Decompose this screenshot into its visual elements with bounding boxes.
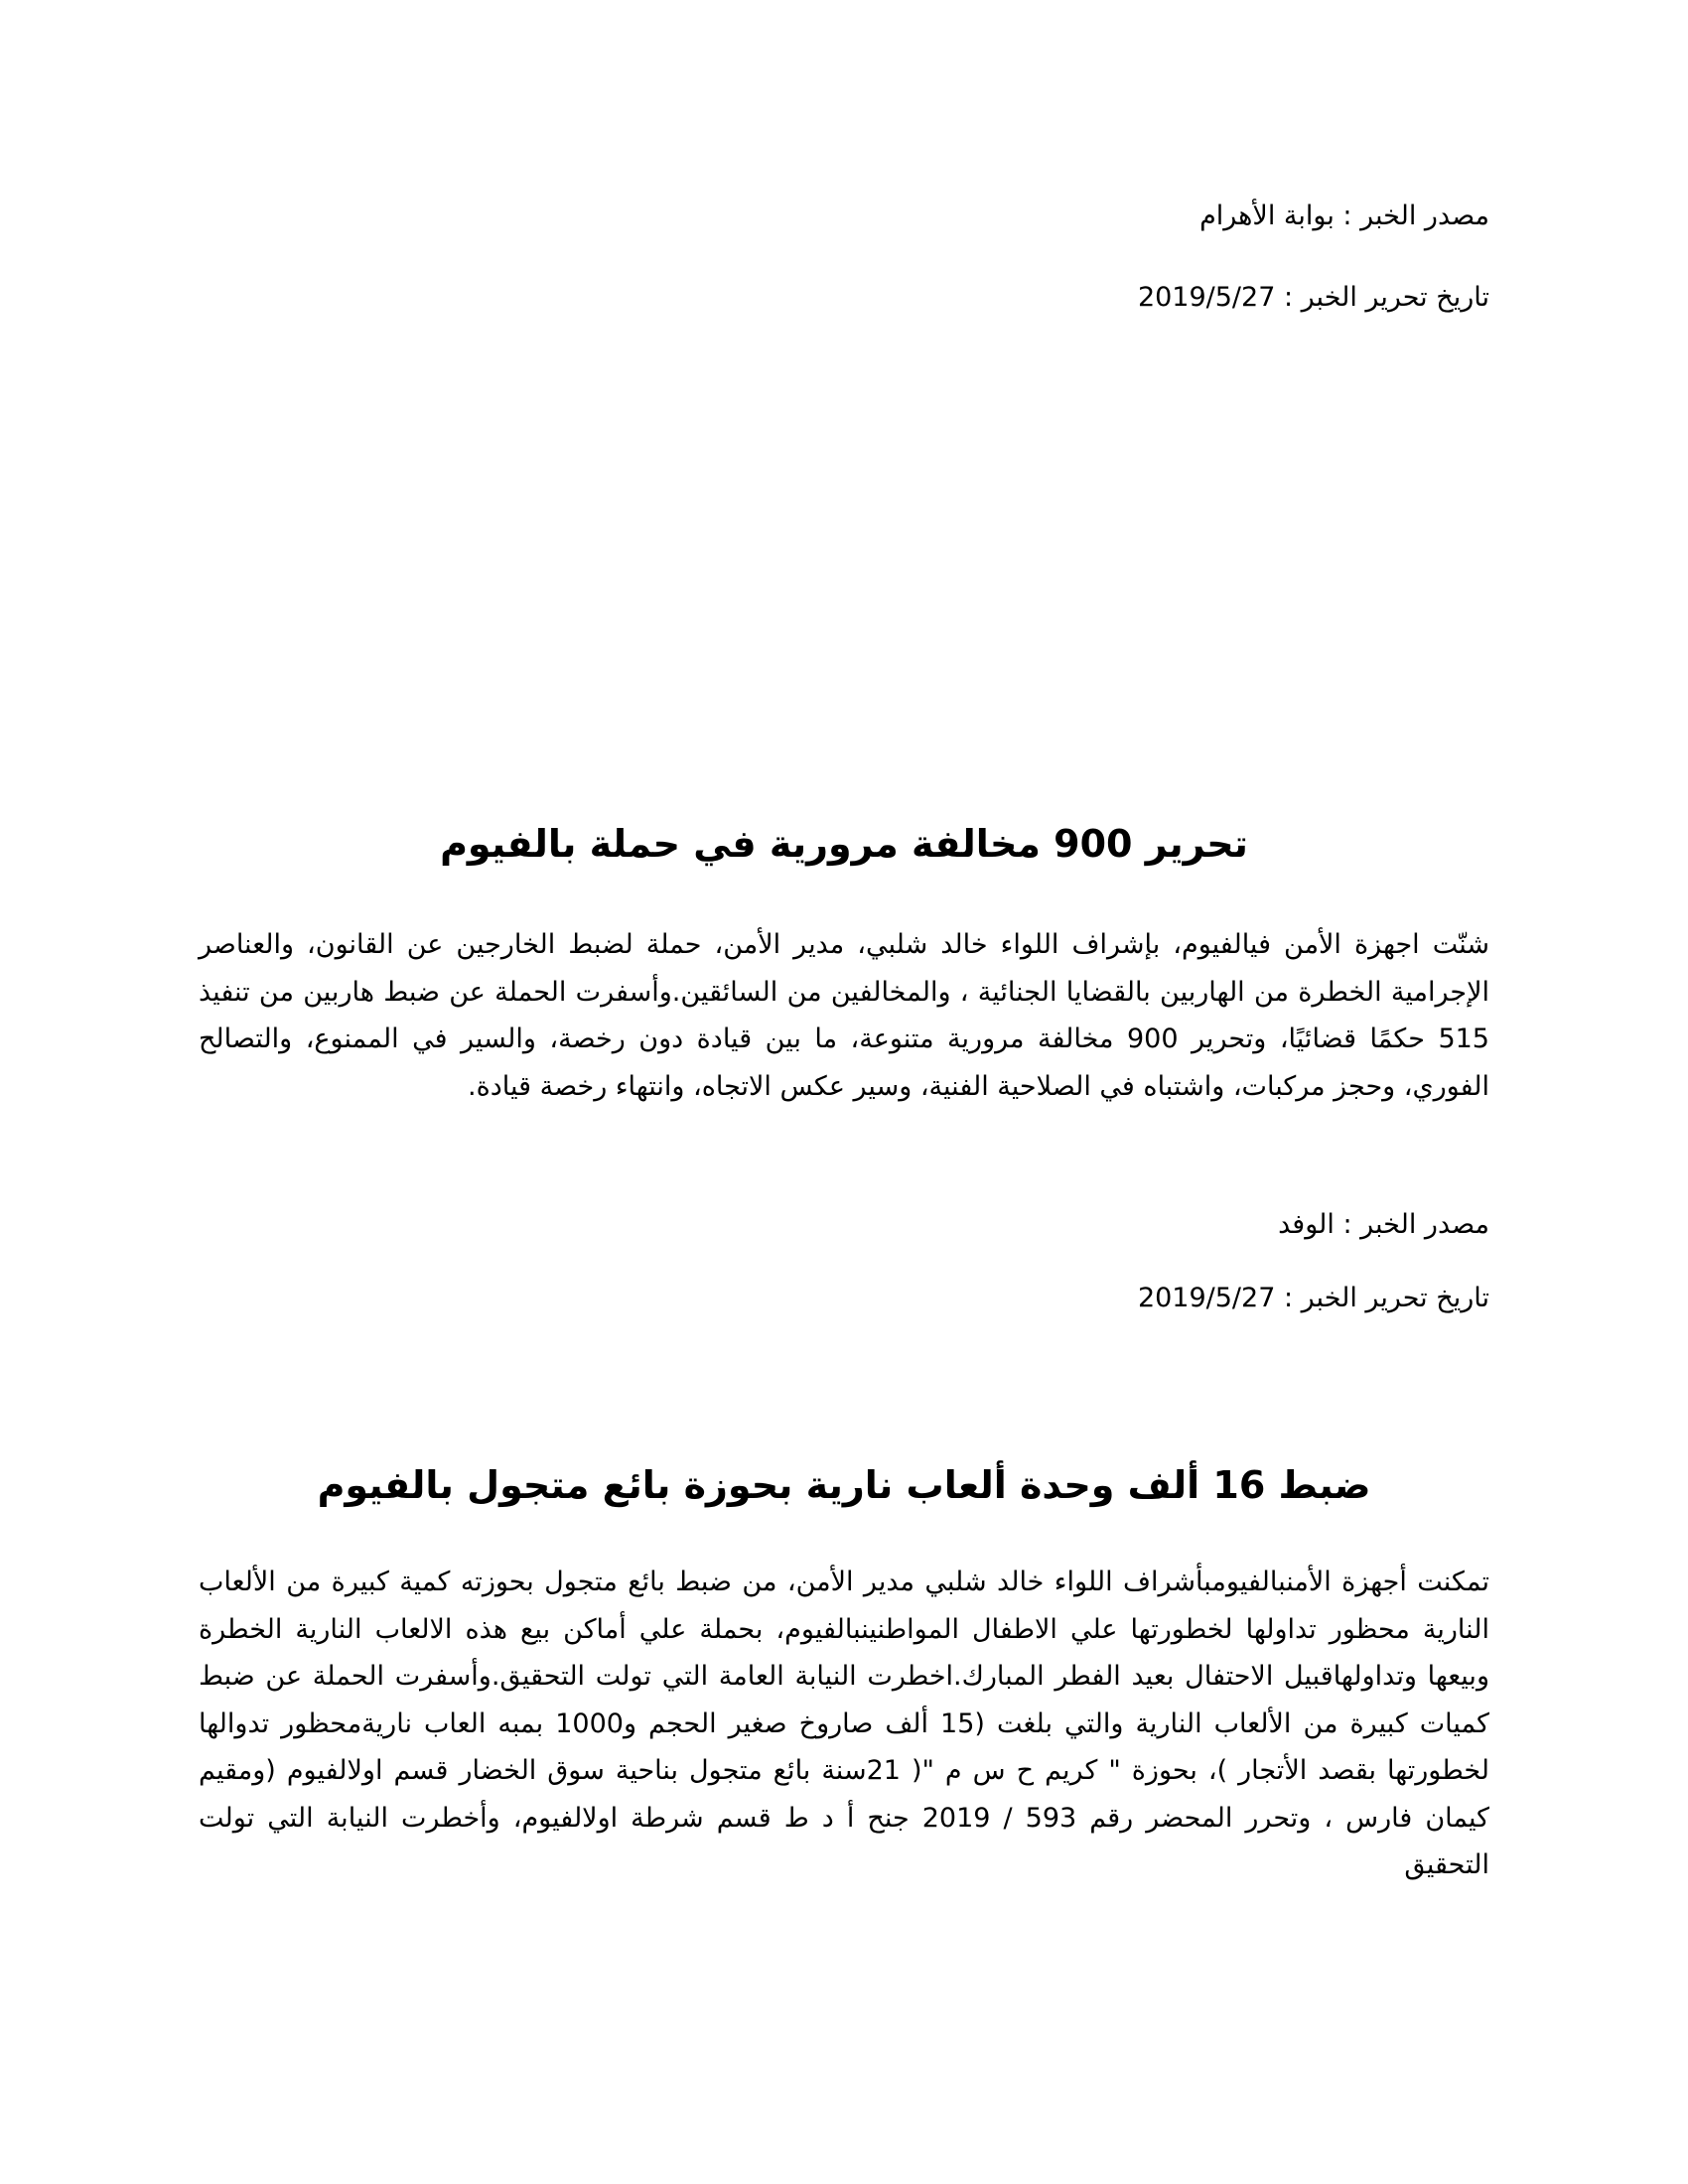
article-body: شنّت اجهزة الأمن فيالفيوم، بإشراف اللواء خالد شلبي، مدير الأمن، حملة لضبط الخارجين عن القانون، والعناصر الإجرامية الخطرة من الهاربين بالقضايا الجنائية ، والمخالفين من السائقين.وأسفرت الحملة عن ضبط هاربين من تنفيذ 515 حكمًا قضائيًا، وتحرير 900 مخالفة مرورية متنوعة، ما بين قيادة دون رخصة، والسير في الممنوع، والتصالح الفوري، وحجز مركبات، واشتباه في الصلاحية الفنية، وسير عكس الاتجاه، وانتهاء رخصة قيادة. bbox=[199, 929, 1489, 1102]
news-date-line: تاريخ تحرير الخبر : 2019/5/27 bbox=[1137, 1283, 1489, 1313]
news-date-line: تاريخ تحرير الخبر : 2019/5/27 bbox=[1137, 282, 1489, 313]
article-body: تمكنت أجهزة الأمنبالفيومبأشراف اللواء خالد شلبي مدير الأمن، من ضبط بائع متجول بحوزته كمية كبيرة من الألعاب النارية محظور تداولها لخطورتها علي الاطفال المواطنينبالفيوم، بحملة علي أماكن بيع هذه الالعاب النارية الخطرة وبيعها وتداولهاقبيل الاحتفال بعيد الفطر المبارك.اخطرت النيابة العامة التي تولت التحقيق.وأسفرت الحملة عن ضبط كميات كبيرة من الألعاب النارية والتي بلغت (15 ألف صاروخ صغير الحجم و1000 بمبه العاب ناريةمحظور تدوالها لخطورتها بقصد الأتجار )، بحوزة " كريم ح س م "( 21سنة بائع متجول بناحية سوق الخضار قسم اولالفيوم (ومقيم كيمان فارس ، وتحرر المحضر رقم 593 / 2019 جنح أ د ط قسم شرطة اولالفيوم، وأخطرت النيابة التي تولت التحقيق bbox=[199, 1567, 1489, 1880]
article-headline: ضبط 16 ألف وحدة ألعاب نارية بحوزة بائع متجول بالفيوم bbox=[317, 1463, 1371, 1507]
article-headline: تحرير 900 مخالفة مرورية في حملة بالفيوم bbox=[440, 822, 1248, 866]
news-source-line: مصدر الخبر : بوابة الأهرام bbox=[1199, 201, 1489, 231]
news-source-line: مصدر الخبر : الوفد bbox=[1278, 1209, 1489, 1240]
